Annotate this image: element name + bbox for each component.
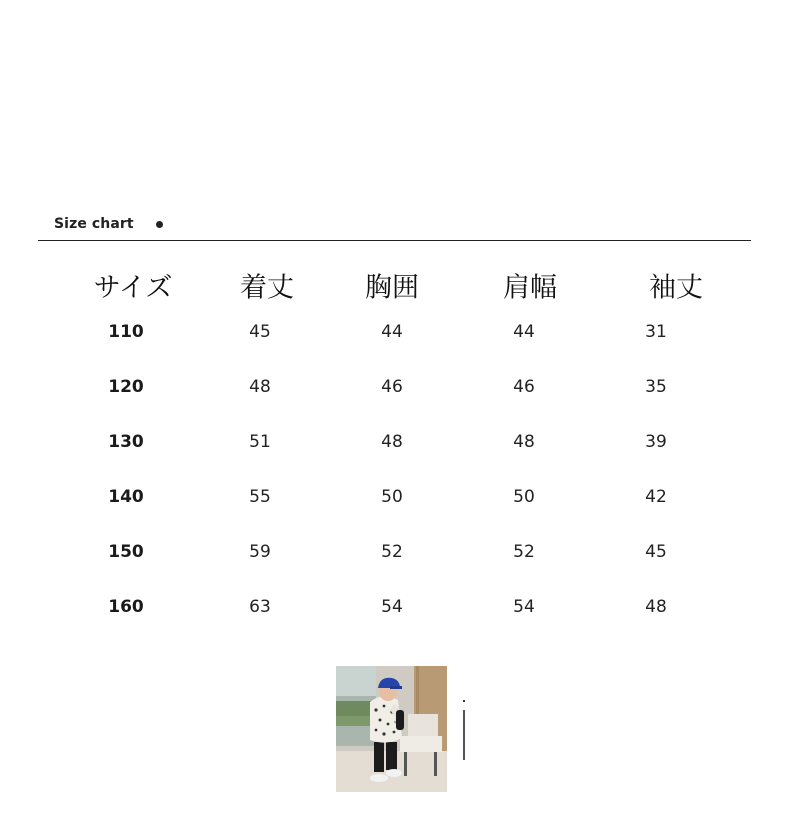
- product-photo: [336, 666, 447, 792]
- child-model-image: [336, 666, 447, 792]
- table-cell: 50: [513, 487, 535, 507]
- table-cell: 52: [513, 542, 535, 562]
- row-size-label: 150: [108, 542, 144, 562]
- table-cell: 48: [249, 377, 271, 397]
- table-cell: 50: [381, 487, 403, 507]
- vertical-caption-mark: [460, 700, 468, 762]
- table-cell: 46: [381, 377, 403, 397]
- table-cell: 44: [381, 322, 403, 342]
- row-size-label: 110: [108, 322, 144, 342]
- table-cell: 54: [381, 597, 403, 617]
- table-cell: 35: [645, 377, 667, 397]
- header-sleeve: 袖丈: [649, 272, 703, 304]
- table-cell: 63: [249, 597, 271, 617]
- table-cell: 54: [513, 597, 535, 617]
- table-cell: 59: [249, 542, 271, 562]
- table-cell: 48: [645, 597, 667, 617]
- table-cell: 48: [513, 432, 535, 452]
- header-shoulder: 肩幅: [503, 272, 557, 304]
- header-length: 着丈: [240, 272, 294, 304]
- header-size: サイズ: [93, 272, 173, 304]
- section-title: Size chart: [54, 216, 134, 232]
- table-cell: 44: [513, 322, 535, 342]
- table-cell: 51: [249, 432, 271, 452]
- table-cell: 46: [513, 377, 535, 397]
- row-size-label: 130: [108, 432, 144, 452]
- row-size-label: 160: [108, 597, 144, 617]
- table-cell: 48: [381, 432, 403, 452]
- row-size-label: 140: [108, 487, 144, 507]
- table-cell: 42: [645, 487, 667, 507]
- table-cell: 39: [645, 432, 667, 452]
- table-cell: 45: [645, 542, 667, 562]
- header-chest: 胸囲: [365, 272, 419, 304]
- row-size-label: 120: [108, 377, 144, 397]
- table-cell: 52: [381, 542, 403, 562]
- table-cell: 31: [645, 322, 667, 342]
- table-cell: 55: [249, 487, 271, 507]
- table-cell: 45: [249, 322, 271, 342]
